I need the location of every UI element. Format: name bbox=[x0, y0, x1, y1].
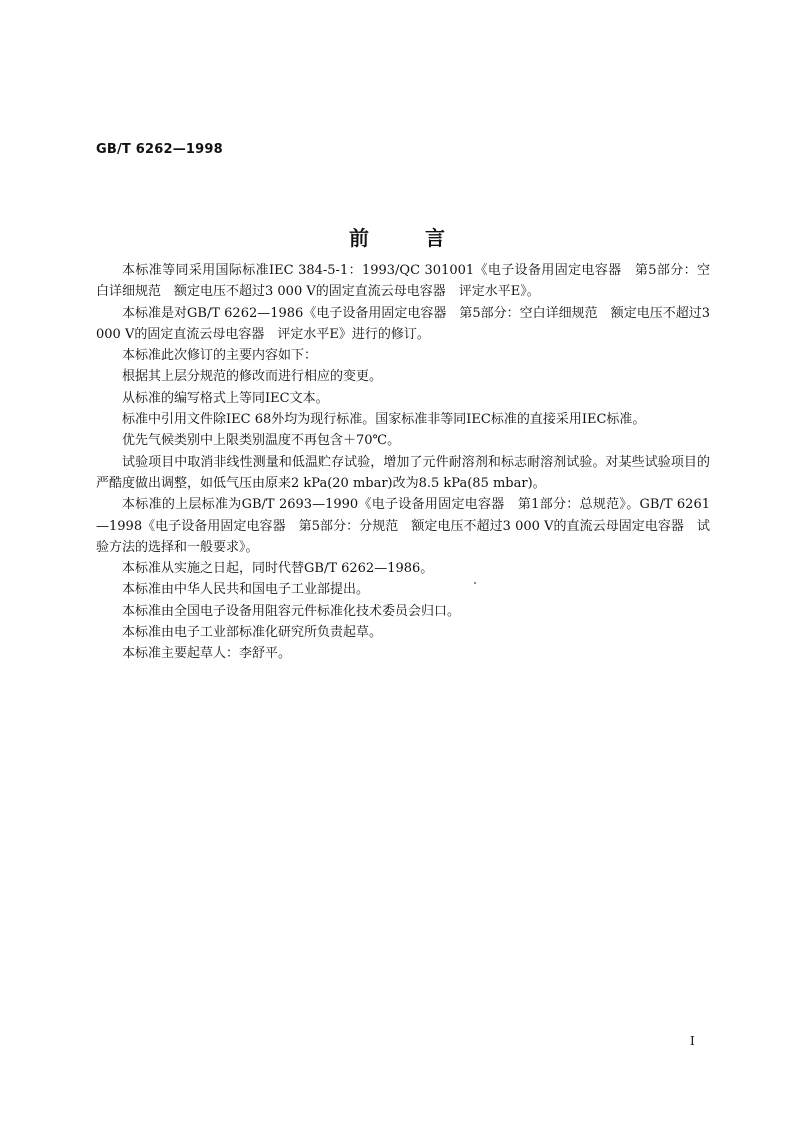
page-number: I bbox=[690, 1034, 695, 1048]
paragraph: 优先气候类别中上限类别温度不再包含＋70℃。 bbox=[122, 433, 401, 449]
paragraph: 本标准从实施之日起，同时代替GB/T 6262—1986。 bbox=[122, 561, 434, 577]
paragraph: 从标准的编写格式上等同IEC文本。 bbox=[122, 390, 329, 406]
paragraph: 本标准由全国电子设备用阻容元件标准化技术委员会归口。 bbox=[122, 603, 461, 619]
paragraph: 本标准由中华人民共和国电子工业部提出。 bbox=[122, 582, 370, 598]
foreword-body bbox=[96, 260, 710, 665]
paragraph: 本标准等同采用国际标准IEC 384-5-1：1993/QC 301001《电子设备用固定电容器 第5部分：空白详细规范 额定电压不超过3 000 V的固定直流云母电容器 评定水平E》。 bbox=[96, 263, 710, 300]
paragraph: 本标准由电子工业部标准化研究所负责起草。 bbox=[122, 625, 383, 641]
title-char-1: 前 bbox=[349, 226, 369, 250]
standard-code: GB/T 6262—1998 bbox=[96, 142, 223, 157]
paragraph: 标准中引用文件除IEC 68外均为现行标准。国家标准非等同IEC标准的直接采用IEC标准。 bbox=[122, 412, 646, 428]
title-char-2: 言 bbox=[425, 226, 445, 250]
paragraph: 本标准主要起草人：李舒平。 bbox=[122, 646, 292, 662]
page-title bbox=[0, 222, 794, 251]
paragraph: 根据其上层分规范的修改而进行相应的变更。 bbox=[122, 369, 383, 385]
scan-speck bbox=[474, 582, 476, 584]
paragraph: 本标准此次修订的主要内容如下： bbox=[122, 348, 318, 364]
paragraph: 本标准的上层标准为GB/T 2693—1990《电子设备用固定电容器 第1部分：总规范》。GB/T 6261—1998《电子设备用固定电容器 第5部分：分规范 额定电压不超过3 000 V的直流云母固定电容器 试验方法的选择和一般要求》。 bbox=[96, 497, 710, 555]
paragraph: 本标准是对GB/T 6262—1986《电子设备用固定电容器 第5部分：空白详细规范 额定电压不超过3 000 V的固定直流云母电容器 评定水平E》进行的修订。 bbox=[96, 305, 710, 342]
paragraph: 试验项目中取消非线性测量和低温贮存试验，增加了元件耐溶剂和标志耐溶剂试验。对某些试验项目的严酷度做出调整，如低气压由原来2 kPa(20 mbar)改为8.5 kPa(85 mbar)。 bbox=[96, 454, 710, 491]
